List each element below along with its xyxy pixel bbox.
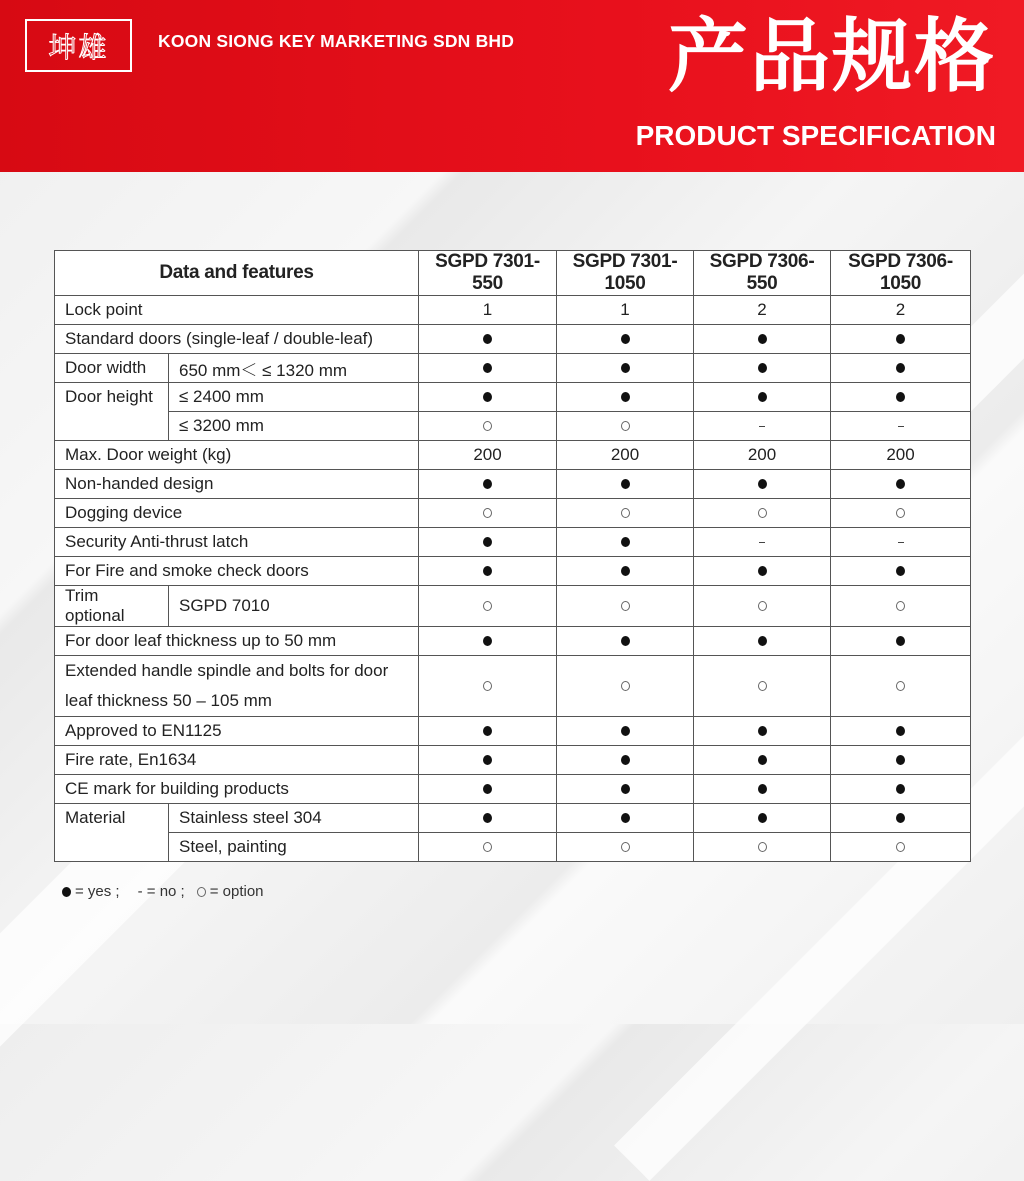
filled-dot-icon [896, 392, 905, 402]
table-row [55, 804, 971, 833]
cell-value [557, 528, 694, 557]
cell-value [694, 325, 831, 354]
open-circle-icon [483, 421, 492, 431]
cell-value [694, 296, 831, 325]
table-header-row [55, 251, 971, 296]
cell-value [419, 470, 557, 499]
cell-value [419, 775, 557, 804]
table-row [55, 557, 971, 586]
filled-dot-icon [896, 334, 905, 344]
filled-dot-icon [758, 636, 767, 646]
value-text: 200 [747, 445, 777, 464]
row-label: Extended handle spindle and bolts for door leaf thickness 50 – 105 mm [55, 656, 419, 717]
cell-value [694, 557, 831, 586]
row-label: For Fire and smoke check doors [55, 557, 419, 586]
cell-value [831, 656, 971, 717]
table-row [55, 354, 971, 383]
filled-dot-icon [896, 784, 905, 794]
row-label: Fire rate, En1634 [55, 746, 419, 775]
table-row [55, 528, 971, 557]
cell-value [557, 833, 694, 862]
table-row [55, 746, 971, 775]
filled-dot-icon [621, 636, 630, 646]
row-label: Standard doors (single-leaf / double-leaf) [55, 325, 419, 354]
filled-dot-icon [621, 726, 630, 736]
value-text: 2 [895, 300, 906, 319]
open-circle-icon [483, 681, 492, 691]
filled-dot-icon [758, 784, 767, 794]
cell-value [831, 627, 971, 656]
cell-value [419, 354, 557, 383]
dash-icon [759, 426, 765, 427]
cell-value [694, 833, 831, 862]
cell-value [419, 717, 557, 746]
table-row [55, 383, 971, 412]
header-model: SGPD 7301-550 [419, 251, 557, 296]
row-label: Door height [55, 383, 169, 441]
filled-dot-icon [621, 813, 630, 823]
cell-value [694, 746, 831, 775]
table-row [55, 499, 971, 528]
cell-value [831, 804, 971, 833]
table-row [55, 296, 971, 325]
row-label: Trim optional [55, 586, 169, 627]
cell-value [419, 528, 557, 557]
cell-value [694, 586, 831, 627]
cell-value [694, 383, 831, 412]
filled-dot-icon [621, 363, 630, 373]
cell-value [831, 833, 971, 862]
filled-dot-icon [758, 392, 767, 402]
filled-dot-icon [483, 813, 492, 823]
row-sublabel: 650 mm＜ ≤ 1320 mm [169, 354, 419, 383]
cell-value [694, 354, 831, 383]
value-text: 200 [610, 445, 640, 464]
cell-value [831, 354, 971, 383]
cell-value [831, 557, 971, 586]
value-text: 200 [473, 445, 502, 464]
filled-dot-icon [483, 334, 492, 344]
filled-dot-icon [483, 726, 492, 736]
legend-yes: = yes ; [75, 883, 120, 900]
value-text: 2 [757, 300, 767, 319]
cell-value [557, 746, 694, 775]
cell-value [419, 296, 557, 325]
filled-dot-icon [483, 363, 492, 373]
cell-value [831, 499, 971, 528]
open-circle-icon [197, 887, 206, 897]
open-circle-icon [758, 601, 767, 611]
cell-value [557, 354, 694, 383]
cell-value [557, 804, 694, 833]
open-circle-icon [758, 681, 767, 691]
header-model: SGPD 7306-550 [694, 251, 831, 296]
row-label: For door leaf thickness up to 50 mm [55, 627, 419, 656]
cell-value [694, 412, 831, 441]
row-label: Security Anti-thrust latch [55, 528, 419, 557]
cell-value [419, 656, 557, 717]
row-sublabel: ≤ 3200 mm [169, 412, 419, 441]
dash-icon [898, 542, 904, 543]
cell-value [419, 627, 557, 656]
row-label: Material [55, 804, 169, 862]
filled-dot-icon [621, 566, 630, 576]
open-circle-icon [621, 508, 630, 518]
table-row [55, 470, 971, 499]
row-sublabel: ≤ 2400 mm [169, 383, 419, 412]
cell-value [694, 470, 831, 499]
row-sublabel: Steel, painting [169, 833, 419, 862]
filled-dot-icon [621, 537, 630, 547]
table-row [55, 775, 971, 804]
cell-value [831, 325, 971, 354]
filled-dot-icon [896, 726, 905, 736]
filled-dot-icon [758, 479, 767, 489]
cell-value [694, 627, 831, 656]
legend-option: = option [209, 883, 264, 900]
filled-dot-icon [621, 392, 630, 402]
cell-value [557, 656, 694, 717]
cell-value [557, 557, 694, 586]
filled-dot-icon [758, 334, 767, 344]
filled-dot-icon [62, 887, 71, 897]
open-circle-icon [896, 601, 905, 611]
filled-dot-icon [621, 334, 630, 344]
header-banner [0, 0, 1024, 172]
cell-value [831, 470, 971, 499]
row-label: Door width [55, 354, 169, 383]
table-row [55, 586, 971, 627]
filled-dot-icon [758, 363, 767, 373]
cell-value [831, 717, 971, 746]
row-label: Non-handed design [55, 470, 419, 499]
filled-dot-icon [483, 755, 492, 765]
cell-value [831, 775, 971, 804]
cell-value [694, 499, 831, 528]
open-circle-icon [483, 508, 492, 518]
filled-dot-icon [896, 755, 905, 765]
cell-value [694, 775, 831, 804]
filled-dot-icon [483, 479, 492, 489]
cell-value [419, 325, 557, 354]
cell-value [557, 717, 694, 746]
filled-dot-icon [483, 537, 492, 547]
filled-dot-icon [758, 755, 767, 765]
table-row [55, 412, 971, 441]
filled-dot-icon [621, 479, 630, 489]
open-circle-icon [758, 842, 767, 852]
specification-table [54, 250, 971, 862]
table-row [55, 656, 971, 717]
open-circle-icon [758, 508, 767, 518]
table-row [55, 627, 971, 656]
cell-value [694, 528, 831, 557]
row-sublabel: Stainless steel 304 [169, 804, 419, 833]
title-chinese: 产品规格 [668, 9, 996, 103]
cell-value [419, 833, 557, 862]
dash-icon [759, 542, 765, 543]
open-circle-icon [896, 842, 905, 852]
row-label: Max. Door weight (kg) [55, 441, 419, 470]
filled-dot-icon [758, 726, 767, 736]
table-row [55, 441, 971, 470]
open-circle-icon [621, 681, 630, 691]
open-circle-icon [483, 842, 492, 852]
legend [62, 883, 264, 900]
table-row [55, 717, 971, 746]
open-circle-icon [896, 508, 905, 518]
cell-value [831, 746, 971, 775]
filled-dot-icon [758, 813, 767, 823]
filled-dot-icon [483, 636, 492, 646]
open-circle-icon [896, 681, 905, 691]
company-name: KOON SIONG KEY MARKETING SDN BHD [158, 31, 515, 51]
cell-value [831, 528, 971, 557]
cell-value [694, 717, 831, 746]
legend-no: - = no ; [137, 883, 185, 900]
company-logo [25, 19, 132, 72]
filled-dot-icon [896, 566, 905, 576]
filled-dot-icon [483, 784, 492, 794]
header-model: SGPD 7306-1050 [831, 251, 971, 296]
filled-dot-icon [896, 813, 905, 823]
cell-value [557, 499, 694, 528]
value-text: 1 [482, 300, 493, 319]
cell-value [557, 412, 694, 441]
cell-value [557, 627, 694, 656]
header-model: SGPD 7301-1050 [557, 251, 694, 296]
table-row [55, 325, 971, 354]
filled-dot-icon [621, 755, 630, 765]
cell-value [419, 383, 557, 412]
filled-dot-icon [758, 566, 767, 576]
filled-dot-icon [483, 392, 492, 402]
cell-value [694, 441, 831, 470]
cell-value [831, 383, 971, 412]
open-circle-icon [621, 601, 630, 611]
filled-dot-icon [896, 479, 905, 489]
dash-icon [898, 426, 904, 427]
cell-value [831, 441, 971, 470]
open-circle-icon [621, 421, 630, 431]
cell-value [419, 441, 557, 470]
cell-value [557, 325, 694, 354]
cell-value [557, 470, 694, 499]
open-circle-icon [483, 601, 492, 611]
row-label: CE mark for building products [55, 775, 419, 804]
value-text: 1 [620, 300, 630, 319]
cell-value [831, 412, 971, 441]
filled-dot-icon [621, 784, 630, 794]
cell-value [419, 412, 557, 441]
filled-dot-icon [483, 566, 492, 576]
cell-value [419, 499, 557, 528]
row-sublabel: SGPD 7010 [169, 586, 419, 627]
cell-value [831, 296, 971, 325]
cell-value [419, 804, 557, 833]
cell-value [557, 296, 694, 325]
cell-value [557, 775, 694, 804]
cell-value [557, 586, 694, 627]
cell-value [419, 557, 557, 586]
filled-dot-icon [896, 636, 905, 646]
header-features: Data and features [55, 251, 419, 296]
cell-value [419, 586, 557, 627]
cell-value [694, 804, 831, 833]
value-text: 200 [886, 445, 915, 464]
cell-value [557, 383, 694, 412]
table-row [55, 833, 971, 862]
row-label: Approved to EN1125 [55, 717, 419, 746]
row-label: Dogging device [55, 499, 419, 528]
cell-value [557, 441, 694, 470]
cell-value [694, 656, 831, 717]
open-circle-icon [621, 842, 630, 852]
row-label: Lock point [55, 296, 419, 325]
cell-value [419, 746, 557, 775]
filled-dot-icon [896, 363, 905, 373]
title-english: PRODUCT SPECIFICATION [635, 120, 996, 151]
logo-text: 坤雄 [48, 30, 109, 64]
cell-value [831, 586, 971, 627]
